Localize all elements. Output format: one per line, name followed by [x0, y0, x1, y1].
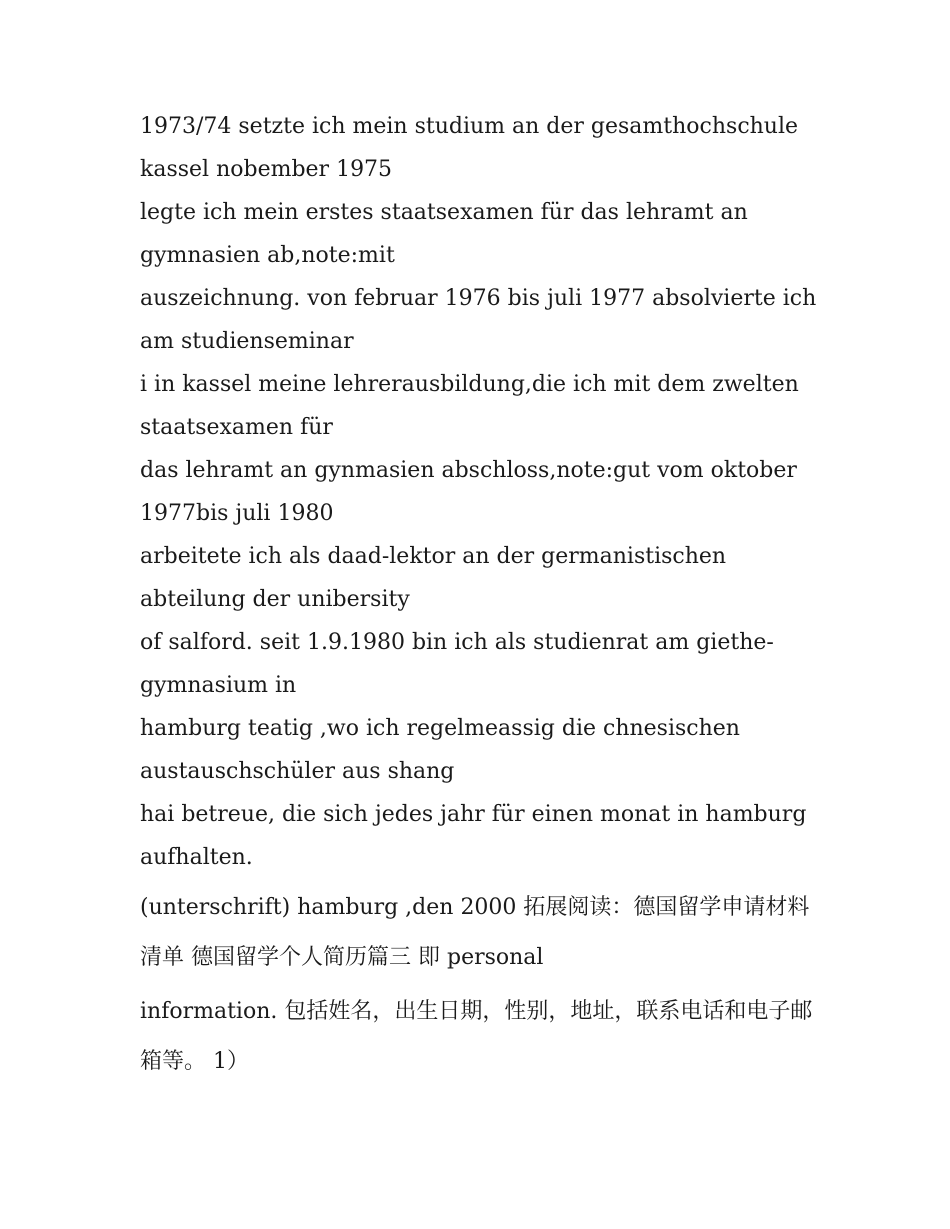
paragraph-7: of salford. seit 1.9.1980 bin ich als studienrat am giethe-gymnasium in	[140, 630, 774, 698]
paragraph-2: legte ich mein erstes staatsexamen für das lehramt an gymnasien ab,note:mit	[140, 200, 748, 268]
paragraph-8: hamburg teatig ,wo ich regelmeassig die chnesischen austauschschüler aus shang	[140, 716, 740, 784]
paragraph-6: arbeitete ich als daad-lektor an der germanistischen abteilung der unibersity	[140, 544, 727, 612]
document-body	[140, 105, 830, 1087]
paragraph-information: information. 包括姓名，出生日期，性别，地址，联系电话和电子邮箱等。 1）	[140, 999, 813, 1074]
paragraph-5: das lehramt an gynmasien abschloss,note:gut vom oktober 1977bis juli 1980	[140, 458, 797, 526]
paragraph-3: auszeichnung. von februar 1976 bis juli 1977 absolvierte ich am studienseminar	[140, 286, 817, 354]
paragraph-1: 1973/74 setzte ich mein studium an der gesamthochschule kassel nobember 1975	[140, 114, 799, 182]
paragraph-9: hai betreue, die sich jedes jahr für einen monat in hamburg aufhalten.	[140, 802, 807, 870]
paragraph-signature: (unterschrift) hamburg ,den 2000 拓展阅读：德国留学申请材料清单 德国留学个人简历篇三 即 personal	[140, 895, 810, 970]
paragraph-4: i in kassel meine lehrerausbildung,die ich mit dem zwelten staatsexamen für	[140, 372, 799, 440]
